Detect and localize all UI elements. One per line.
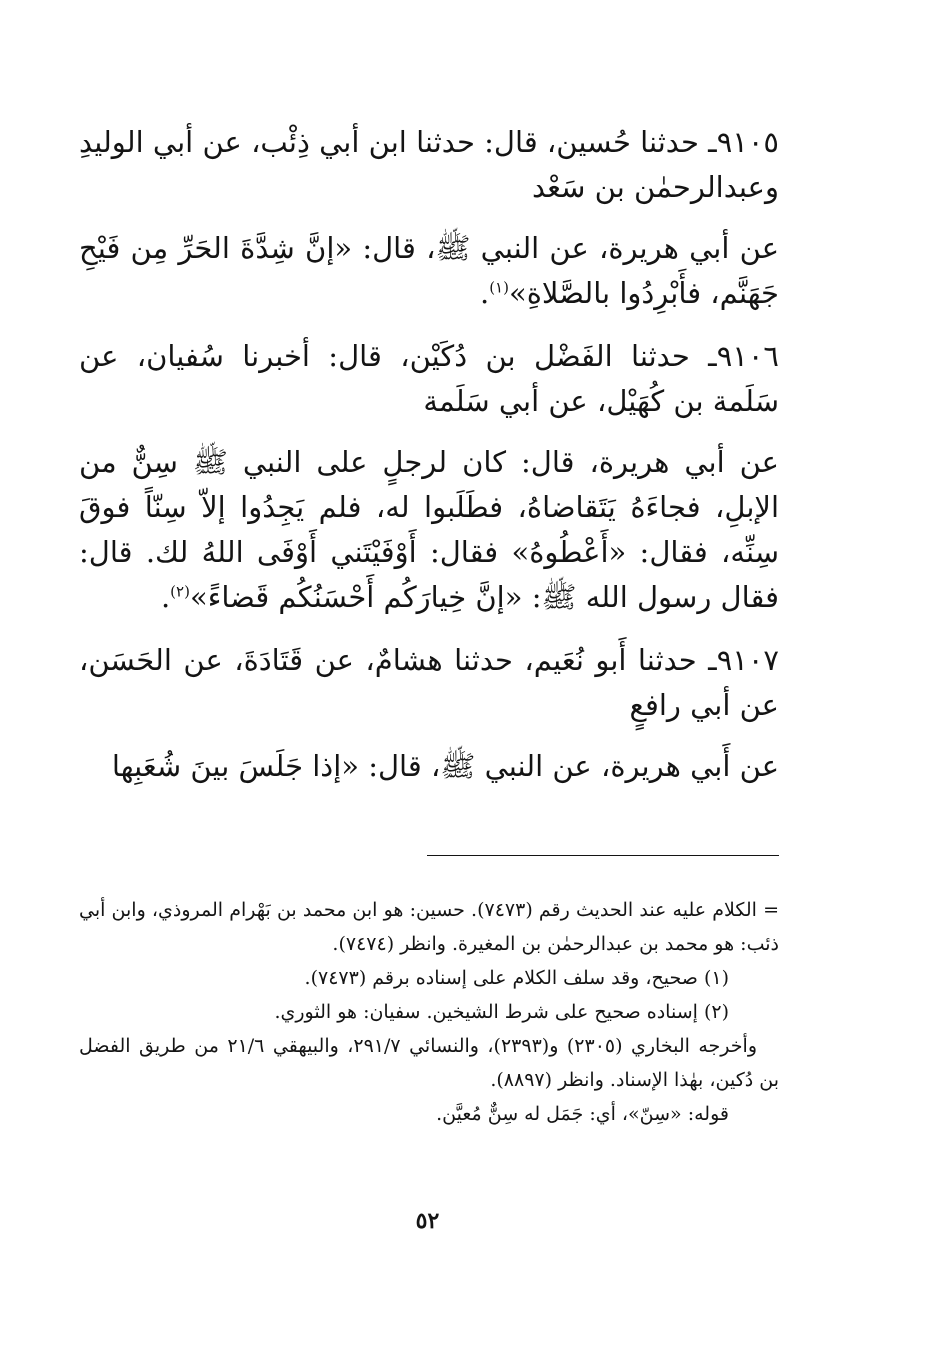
page-number: ٥٢	[415, 1208, 440, 1234]
main-text	[79, 120, 779, 789]
footnote-2-continued: وأخرجه البخاري (٢٣٠٥) و(٢٣٩٣)، والنسائي ٢٩١/٧، والبيهقي ٢١/٦ من طريق الفضل بن دُكين، بهٰذا الإسناد. وانظر (٨٨٩٧).	[79, 1035, 779, 1091]
hadith-9106-matn-end: .	[160, 580, 171, 614]
hadith-9107-matn	[79, 744, 779, 789]
hadith-9106-isnad: ٩١٠٦ـ حدثنا الفَضْل بن دُكَيْن، قال: أخبرنا سُفيان، عن سَلَمة بن كُهَيْل، عن أبي سَلَمة	[79, 339, 779, 418]
hadith-9105-matn-end: .	[479, 276, 490, 310]
hadith-9107-isnad: ٩١٠٧ـ حدثنا أَبو نُعَيم، حدثنا هشامٌ، عن قَتَادَةَ، عن الحَسَن، عن أبي رافعٍ	[79, 643, 779, 722]
hadith-9106-matn-text: عن أبي هريرة، قال: كان لرجلٍ على النبي ﷺ سِنٌّ من الإبلِ، فجاءَهُ يَتَقاضاهُ، فطَلَبوا له، فلم يَجِدُوا إلاّ سِنّاً فوقَ سِنِّه، فقال: «أَعْطُوهُ» فقال: أَوْفَيْتَني أَوْفَى اللهُ لك. قال: فقال رسول الله ﷺ: «إنَّ خِيارَكُم أَحْسَنُكُم قَضاءً»	[79, 445, 779, 614]
hadith-9105-matn	[79, 226, 779, 316]
footnote-marker-1[interactable]: (١)	[489, 278, 509, 297]
footnote-1: (١) صحيح، وقد سلف الكلام على إسناده برقم (٧٤٧٣).	[304, 967, 729, 989]
footnote-continuation: = الكلام عليه عند الحديث رقم (٧٤٧٣). حسين: هو ابن محمد بن بَهْرام المروذي، وابن أبي ذئب: هو محمد بن عبدالرحمٰن بن المغيرة. وانظر (٧٤٧٤).	[79, 899, 779, 955]
hadith-9107-matn-text: عن أَبي هريرة، عن النبي ﷺ، قال: «إذا جَلَسَ بينَ شُعَبِها	[111, 749, 779, 783]
hadith-9106-matn	[79, 440, 779, 620]
hadith-9105-isnad: ٩١٠٥ـ حدثنا حُسين، قال: حدثنا ابن أبي ذِئْب، عن أبي الوليدِ وعبدالرحمٰن بن سَعْد	[79, 125, 779, 204]
footnote-2-gloss: قوله: «سِنّ»، أي: جَمَل له سِنٌّ مُعيَّن.	[436, 1103, 729, 1125]
footnote-2: (٢) إسناده صحيح على شرط الشيخين. سفيان: هو الثوري.	[274, 1001, 729, 1023]
hadith-9105-matn-text: عن أبي هريرة، عن النبي ﷺ، قال: «إنَّ شِدَّةَ الحَرِّ مِن فَيْحِ جَهَنَّم، فأَبْرِدُوا بالصَّلاةِ»	[79, 231, 779, 310]
footnote-marker-2[interactable]: (٢)	[170, 582, 190, 601]
footnote-separator	[427, 855, 779, 856]
footnotes	[79, 893, 779, 1131]
